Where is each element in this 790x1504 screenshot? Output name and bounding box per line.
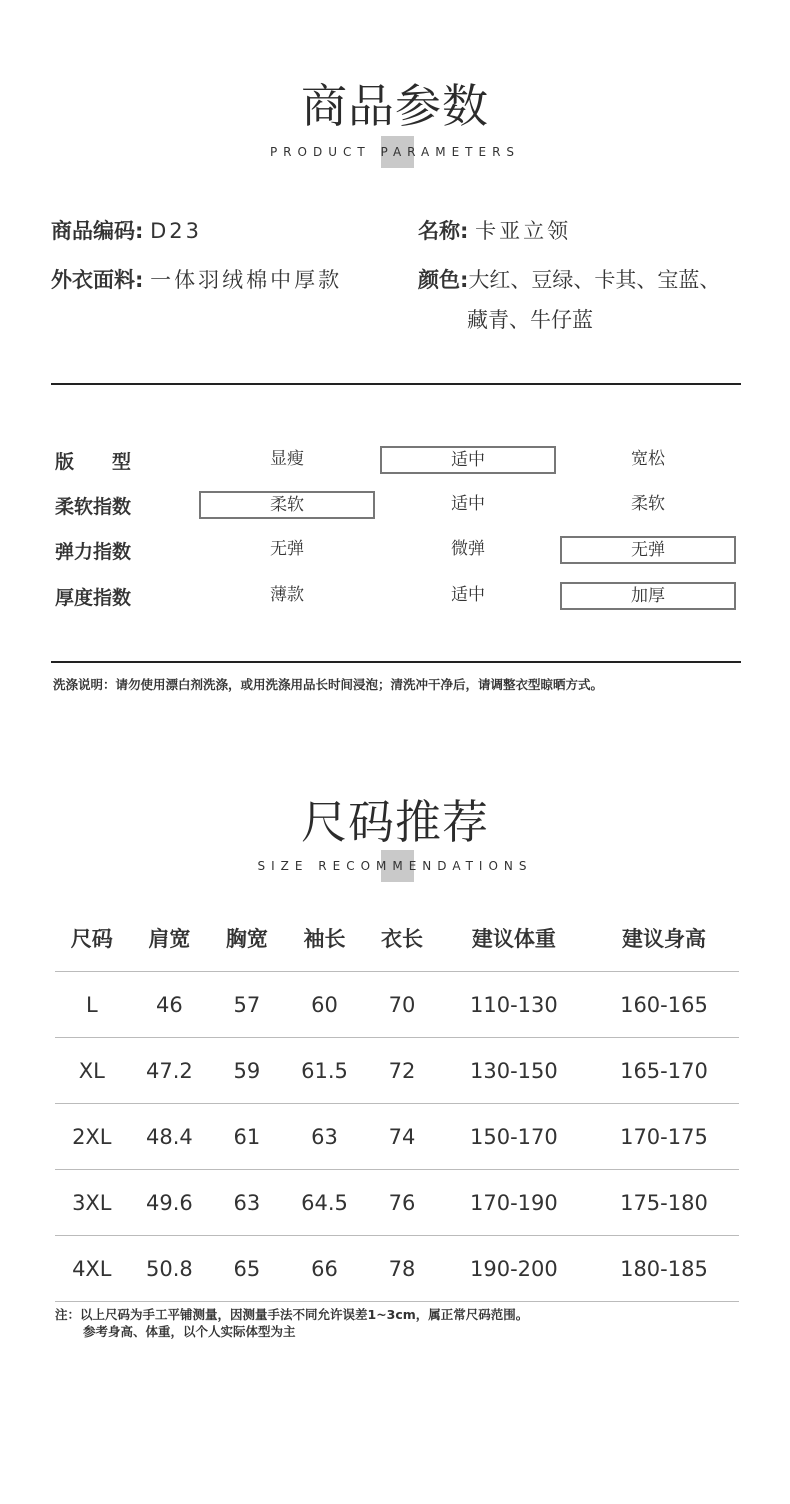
attribute-option-selected: 柔软 [199,491,375,519]
attribute-option-selected: 无弹 [560,536,736,564]
product-material-value: 一体羽绒棉中厚款 [150,268,343,292]
size-cell: 59 [210,1038,284,1104]
product-material-label: 外衣面料: [51,268,144,292]
attribute-option: 薄款 [270,585,304,605]
size-cell: 50.8 [129,1236,211,1302]
size-note-line1: 注：以上尺码为手工平铺测量，因测量手法不同允许误差1~3cm，属正常尺码范围。 [55,1307,529,1322]
size-cell: 160-165 [589,972,739,1038]
product-color-value-line1: 大红、豆绿、卡其、宝蓝、 [468,268,721,292]
params-subtitle: PRODUCT PARAMETERS [269,145,521,159]
size-header-cell: 肩宽 [129,905,211,972]
size-cell: 65 [210,1236,284,1302]
size-table-header [55,905,739,972]
size-cell: 57 [210,972,284,1038]
attribute-option: 柔软 [631,494,665,514]
size-note-line2: 参考身高、体重，以个人实际体型为主 [83,1324,296,1339]
size-cell: 180-185 [589,1236,739,1302]
attribute-option: 宽松 [631,449,665,469]
size-cell: 49.6 [129,1170,211,1236]
attribute-option: 微弹 [451,539,485,559]
attribute-label: 柔软指数 [55,496,132,518]
attribute-option: 适中 [451,494,485,514]
table-row [55,972,739,1038]
attribute-option: 适中 [451,585,485,605]
size-cell: 78 [365,1236,439,1302]
product-name-value: 卡亚立领 [475,219,572,243]
size-header-cell: 衣长 [365,905,439,972]
size-header-cell: 建议身高 [589,905,739,972]
product-name [418,215,571,245]
size-subtitle: SIZE RECOMMENDATIONS [257,859,533,873]
wash-instructions: 洗涤说明：请勿使用漂白剂洗涤，或用洗涤用品长时间浸泡；清洗冲干净后，请调整衣型晾晒方式。 [53,677,604,692]
size-cell: 190-200 [439,1236,589,1302]
size-title: 尺码推荐 [301,795,489,849]
size-cell: 175-180 [589,1170,739,1236]
size-cell: 130-150 [439,1038,589,1104]
product-color-value-line2: 藏青、牛仔蓝 [467,308,593,332]
table-row [55,1104,739,1170]
attribute-label: 弹力指数 [55,541,132,563]
size-cell: 61.5 [284,1038,366,1104]
size-cell: 64.5 [284,1170,366,1236]
size-cell: 46 [129,972,211,1038]
size-cell: 76 [365,1170,439,1236]
size-table [55,905,739,1302]
attribute-option: 无弹 [270,539,304,559]
size-header-cell: 建议体重 [439,905,589,972]
size-cell: 74 [365,1104,439,1170]
size-header-cell: 袖长 [284,905,366,972]
attribute-option: 显瘦 [270,449,304,469]
size-table-body [55,972,739,1302]
size-cell: 63 [210,1170,284,1236]
size-cell: 66 [284,1236,366,1302]
size-cell: 170-190 [439,1170,589,1236]
product-color-line2 [467,304,593,334]
product-code-value: D23 [150,219,202,243]
size-cell: XL [55,1038,129,1104]
attribute-option-selected: 加厚 [560,582,736,610]
divider-top [51,383,741,385]
product-color [418,264,720,294]
product-material [51,264,342,294]
size-cell: 48.4 [129,1104,211,1170]
size-header-cell: 胸宽 [210,905,284,972]
size-cell: 47.2 [129,1038,211,1104]
attribute-option-selected: 适中 [380,446,556,474]
product-color-label: 颜色: [418,268,469,292]
attribute-label: 厚度指数 [55,587,132,609]
size-header-cell: 尺码 [55,905,129,972]
size-cell: 150-170 [439,1104,589,1170]
size-cell: L [55,972,129,1038]
table-row [55,1170,739,1236]
product-code [51,215,202,245]
size-cell: 2XL [55,1104,129,1170]
product-code-label: 商品编码: [51,219,144,243]
size-cell: 170-175 [589,1104,739,1170]
size-cell: 60 [284,972,366,1038]
size-cell: 4XL [55,1236,129,1302]
size-cell: 165-170 [589,1038,739,1104]
attribute-label: 版 型 [55,451,132,473]
size-cell: 61 [210,1104,284,1170]
divider-bottom [51,661,741,663]
params-title: 商品参数 [301,79,489,133]
size-cell: 110-130 [439,972,589,1038]
size-cell: 63 [284,1104,366,1170]
size-cell: 3XL [55,1170,129,1236]
product-name-label: 名称: [418,219,469,243]
table-row [55,1038,739,1104]
table-row [55,1236,739,1302]
size-cell: 70 [365,972,439,1038]
size-cell: 72 [365,1038,439,1104]
